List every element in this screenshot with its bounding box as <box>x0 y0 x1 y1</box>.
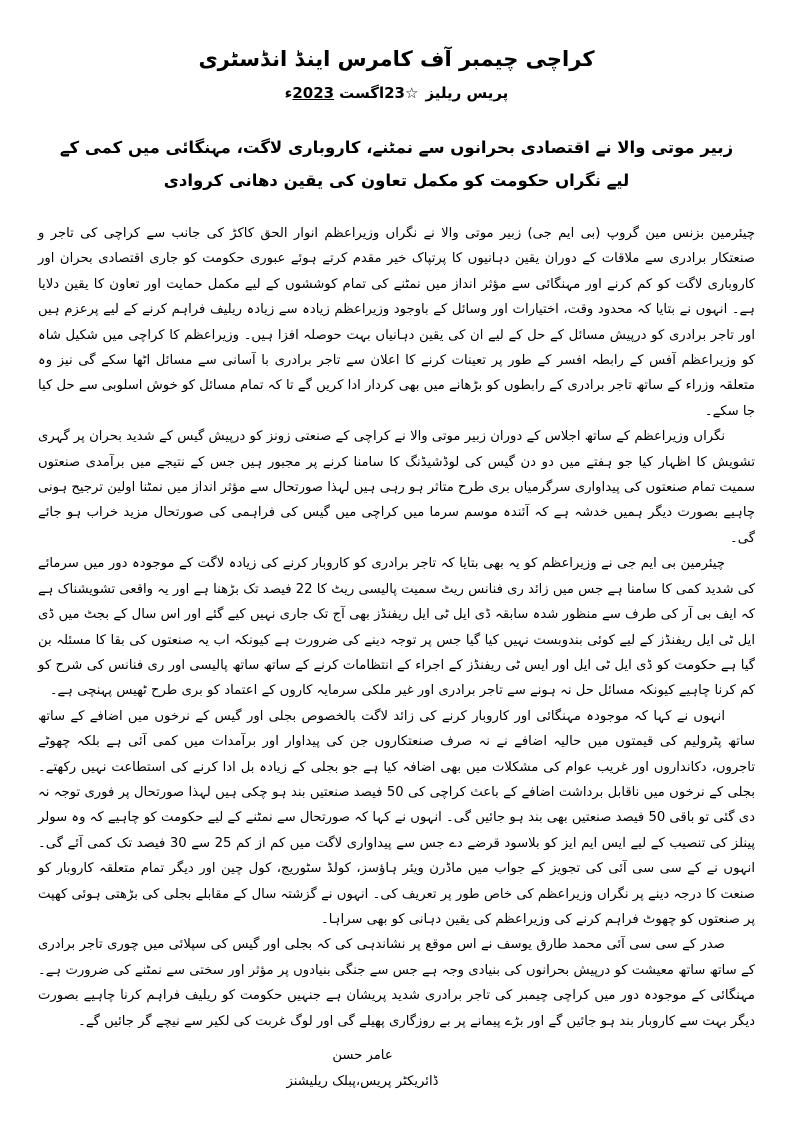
press-release-label: پریس ریلیز <box>425 84 509 102</box>
paragraph-4: انہوں نے کہا کہ موجودہ مہنگائی اور کاروبار کرنے کی زائد لاگت بالخصوص بجلی اور گیس کے نرخوں میں اضافے کے ساتھ ساتھ پٹرولیم کی قیمتوں میں حالیہ اضافے نے نہ صرف صنعتکاروں جن کی پیداوار اور برآمدات میں کمی آئی ہے بلکہ چھوٹے تاجروں، دکانداروں اور غریب عوام کی مشکلات میں بھی اضافہ کیا ہے جو بجلی کے زیادہ بل ادا کرنے کی استطاعت نہیں رکھتے۔ بجلی کے نرخوں میں ناقابل برداشت اضافے کے باعث کراچی کی 50 فیصد صنعتیں بند ہو چکی ہیں لہذا صورتحال پر فوری توجہ نہ دی گئی تو باقی 50 فیصد صنعتیں بھی بند ہو جائیں گی۔ انہوں نے کہا کہ صورتحال سے نمٹنے کے لیے حکومت کو چاہیے کہ وہ سولر پینلز کی تنصیب کے لیے ایس ایم ایز کو بلاسود قرضے دے جس سے پیداواری لاگت میں کم از کم 25 سے 30 فیصد تک کمی آئے گی۔ انہوں نے کے سی سی آئی کی تجویز کے جواب میں ماڈرن ویئر ہاؤسز، کولڈ سٹوریج، کول چین اور دیگر تمام متعلقہ کاروبار کو صنعت کا درجہ دینے پر نگراں وزیراعظم کی خاص طور پر تعریف کی۔ انہوں نے گزشتہ سال کے مقابلے بجلی کی بڑھتی ہوئی کھپت پر صنعتوں کو چھوٹ فراہم کرنے کی وزیراعظم کی یقین دہانی کو بھی سراہا۔ <box>38 708 756 927</box>
paragraph-5: صدر کے سی سی آئی محمد طارق یوسف نے اس موقع پر نشاندہی کی کہ بجلی اور گیس کی سپلائی میں چوری تاجر برادری کے ساتھ ساتھ معیشت کو درپیش بحرانوں کی بنیادی وجہ ہے جس سے جنگی بنیادوں پر مؤثر اور سختی سے نمٹنے کی ضرورت ہے۔ مہنگائی کے موجودہ دور میں کراچی چیمبر کی تاجر برادری شدید پریشان ہے جنہیں حکومت کو ریلیف فراہم کرنا چاہیے بصورت دیگر بہت سے کاروبار بند ہو جائیں گے اور بڑے پیمانے پر بے روزگاری پھیلے گی اور لوگ غربت کی لکیر سے نیچے گر جائیں گے۔ <box>38 937 755 1029</box>
signature-title: ڈائریکٹر پریس،پبلک ریلیشنز <box>286 1074 439 1089</box>
headline: زبیر موتی والا نے اقتصادی بحرانوں سے نمٹنے، کاروباری لاگت، مہنگائی میں کمی کے لیے نگراں حکومت کو مکمل تعاون کی یقین دھانی کروادی <box>59 138 734 190</box>
organization-title: کراچی چیمبر آف کامرس اینڈ انڈسٹری <box>198 47 595 71</box>
date-year: 2023 <box>292 84 335 102</box>
paragraph-1: چیئرمین بزنس مین گروپ (بی ایم جی) زبیر موتی والا نے نگراں وزیراعظم انوار الحق کاکڑ کی جانب سے کراچی کی تاجر و صنعتکار برادری سے ملاقات کے دوران یقین دہانیوں کا پرتپاک خیر مقدم کرتے ہوئے عبوری حکومت کو جاری اقتصادی بحران اور کاروباری لاگت کو کم کرنے اور مہنگائی سے مؤثر انداز میں نمٹنے کی تمام کوششوں کے لیے مکمل حمایت اور تعاون کا یقین دلایا ہے۔ انہوں نے بتایا کہ محدود وقت، اختیارات اور وسائل کے باوجود وزیراعظم زیادہ سے زیادہ ریلیف فراہم کرنے کے لیے پرعزم ہیں اور تاجر برادری کو درپیش مسائل کے حل کے لیے ان کی یقین دہانیاں بہت حوصلہ افزا ہیں۔ وزیراعظم کا کراچی میں شکیل شاہ کو وزیراعظم آفس کے رابطہ افسر کے طور پر تعینات کرنے کا اعلان سے تاجر برادری با آسانی سے مسائل اٹھا سکے گی نیز وہ متعلقہ وزراء کے ساتھ تاجر برادری کے رابطوں کو بڑھانے میں بھی کردار ادا کریں گے تا کہ تمام مسائل کو خوش اسلوبی سے حل کیا جا سکے۔ <box>38 226 755 419</box>
signature-block <box>4 1043 721 1095</box>
paragraph-3: چیئرمین بی ایم جی نے وزیراعظم کو یہ بھی بتایا کہ تاجر برادری کو کاروبار کرنے کی زیادہ لاگت کے موجودہ دور میں سرمائے کی شدید کمی کا سامنا ہے جس میں زائد ری فنانس ریٹ سمیت پالیسی ریٹ کا 22 فیصد تک بڑھنا ہے اور یہ واقعی تشویشناک ہے کہ ایف بی آر کی طرف سے منظور شدہ سابقہ ڈی ایل ٹی ایل ریفنڈز بھی آج تک جاری نہیں کیے گئے اور اس سال کے بجٹ میں ڈی ایل ٹی ایل ریفنڈز کے لیے کوئی بندوبست نہیں کیا گیا جس پر توجہ دینے کی ضرورت ہے کیونکہ اب یہ صنعتوں کی بقا کا مسئلہ بن گیا ہے حکومت کو ڈی ایل ٹی ایل اور ایس ٹی ریفنڈز کے اجراء کے انتظامات کرنے کے ساتھ ساتھ پالیسی اور ری فنانس کی شرح کو کم کرنا چاہیے کیونکہ مسائل حل نہ ہونے سے تاجر برادری اور غیر ملکی سرمایہ کاروں کے اعتماد کو بری طرح ٹھیس پہنچی ہے۔ <box>38 556 755 699</box>
article-body <box>38 221 755 1034</box>
star-icon: ☆ <box>404 84 419 102</box>
date-era-mark: ء <box>284 84 293 102</box>
paragraph-2: نگراں وزیراعظم کے ساتھ اجلاس کے دوران زبیر موتی والا نے کراچی کے صنعتی زونز کو درپیش گیس کے شدید بحران پر گہری تشویش کا اظہار کیا جو ہفتے میں دو دن گیس کی لوڈشیڈنگ کا سامنا کرنے پر مجبور ہیں جس کے نتیجے میں برآمدی صنعتوں سمیت تمام صنعتوں کی پیداواری سرگرمیاں بری طرح متاثر ہو رہی ہیں لہذا صورتحال سے مؤثر انداز میں نمٹنا اولین ترجیح ہونی چاہیے بصورت دیگر ہمیں خدشہ ہے کہ آئندہ موسم سرما میں کراچی میں گیس کی فراہمی کی صورتحال مزید خراب ہو جائے گی۔ <box>38 429 755 546</box>
press-release-date-line <box>38 81 755 105</box>
date-day-month: 23اگست <box>339 84 405 102</box>
signature-name: عامر حسن <box>332 1048 393 1063</box>
